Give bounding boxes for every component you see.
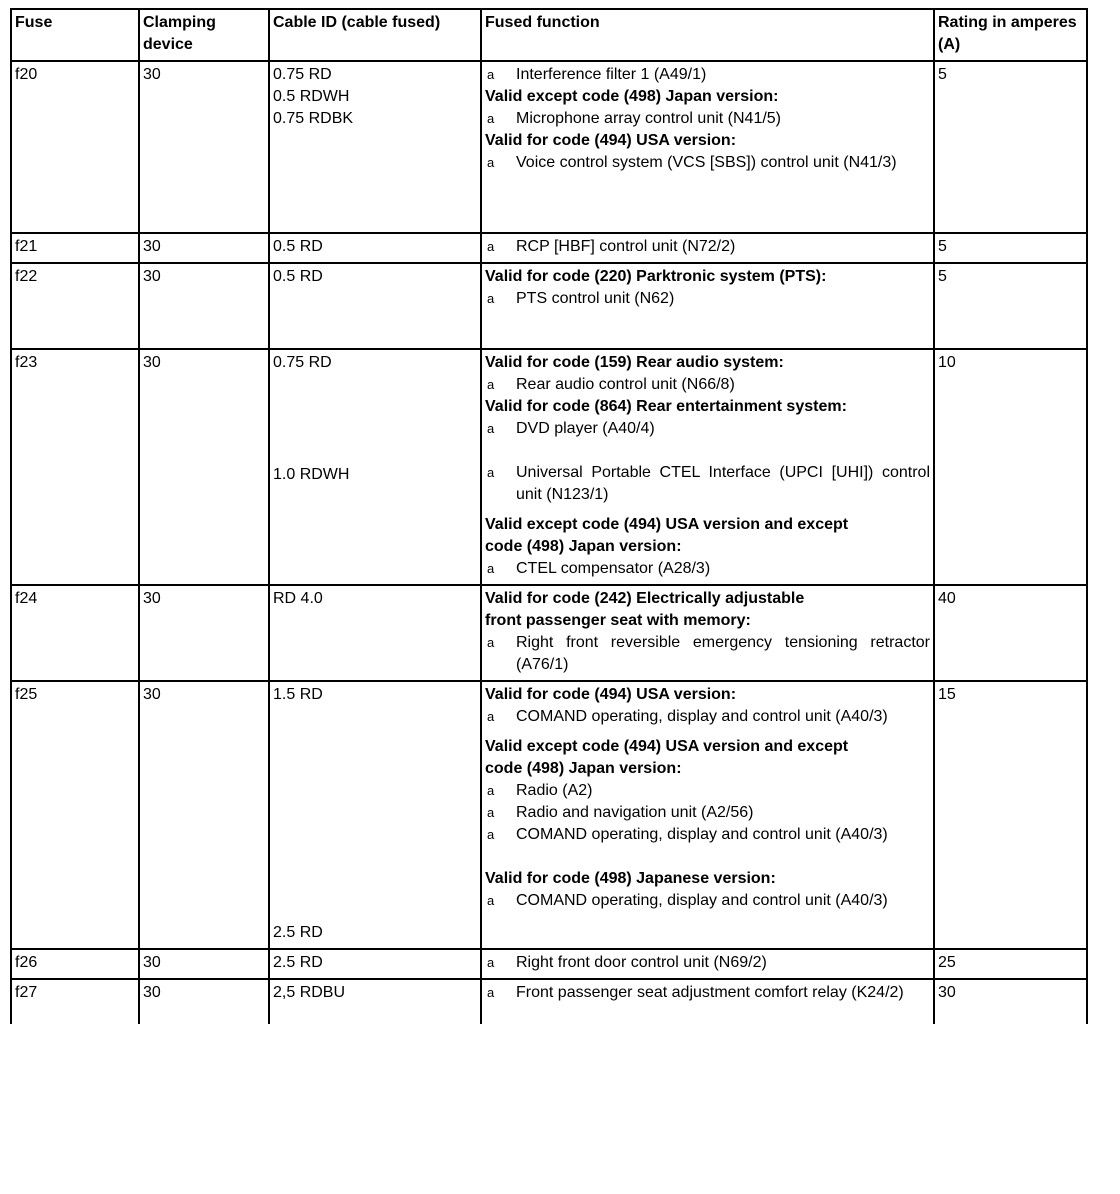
cable-id: 0.75 RDBK: [273, 110, 354, 127]
clamp-cell: 30: [139, 61, 269, 233]
bullet-icon: a: [487, 155, 495, 170]
cable-cell: [269, 681, 481, 949]
bullet-icon: a: [487, 805, 495, 820]
fuse-cell: f26: [11, 949, 139, 979]
function-item: a COMAND operating, display and control unit (A40/3): [485, 706, 930, 728]
cable-id: 2.5 RD: [273, 924, 323, 941]
fuse-cell: f21: [11, 233, 139, 263]
function-cell: [481, 949, 934, 979]
header-fuse: Fuse: [11, 9, 139, 61]
bullet-icon: a: [487, 955, 495, 970]
table-row: [11, 61, 1087, 233]
table-row: [11, 233, 1087, 263]
cable-id: 1.5 RD: [273, 686, 323, 703]
condition-text: Valid except code (494) USA version and except code (498) Japan version:: [485, 516, 849, 555]
fuse-cell: f22: [11, 263, 139, 349]
function-item: a DVD player (A40/4): [485, 418, 930, 440]
rating-cell: 15: [934, 681, 1087, 949]
function-item: a COMAND operating, display and control unit (A40/3): [485, 824, 930, 846]
table-row: [11, 949, 1087, 979]
table-row: [11, 349, 1087, 585]
header-row: [11, 9, 1087, 61]
clamp-cell: 30: [139, 681, 269, 949]
function-cell: [481, 979, 934, 1024]
cable-id: 2,5 RDBU: [273, 984, 346, 1001]
rating-cell: 40: [934, 585, 1087, 681]
clamp-cell: 30: [139, 949, 269, 979]
function-item: a Radio (A2): [485, 780, 930, 802]
function-item: a CTEL compensator (A28/3): [485, 558, 930, 580]
cable-cell: [269, 263, 481, 349]
clamp-cell: 30: [139, 349, 269, 585]
bullet-icon: a: [487, 111, 495, 126]
cable-id: 0.5 RDWH: [273, 88, 350, 105]
function-cell: [481, 681, 934, 949]
function-item: a Universal Portable CTEL Interface (UPCI [UHI]) control unit (N123/1): [485, 462, 930, 506]
condition-text: Valid for code (494) USA version:: [485, 686, 737, 703]
fuse-table: [10, 8, 1088, 1024]
bullet-icon: a: [487, 377, 495, 392]
bullet-icon: a: [487, 893, 495, 908]
function-item: a RCP [HBF] control unit (N72/2): [485, 236, 930, 258]
cable-cell: [269, 233, 481, 263]
function-cell: [481, 233, 934, 263]
cable-cell: [269, 979, 481, 1024]
rating-cell: 5: [934, 61, 1087, 233]
cable-cell: [269, 949, 481, 979]
condition-text: Valid except code (494) USA version and except code (498) Japan version:: [485, 738, 849, 777]
function-item: a Right front reversible emergency tensioning retractor (A76/1): [485, 632, 930, 676]
function-item: a Right front door control unit (N69/2): [485, 952, 930, 974]
table-row: [11, 263, 1087, 349]
header-fused-function: Fused function: [481, 9, 934, 61]
rating-cell: 5: [934, 233, 1087, 263]
cable-id: 2.5 RD: [273, 954, 323, 971]
bullet-icon: a: [487, 291, 495, 306]
header-rating: Rating in amperes (A): [934, 9, 1087, 61]
header-cable-id: Cable ID (cable fused): [269, 9, 481, 61]
fuse-cell: f25: [11, 681, 139, 949]
fuse-cell: f23: [11, 349, 139, 585]
condition-text: Valid for code (220) Parktronic system (PTS):: [485, 268, 827, 285]
cable-id: 0.75 RD: [273, 66, 332, 83]
function-item: a Interference filter 1 (A49/1): [485, 64, 930, 86]
fuse-cell: f20: [11, 61, 139, 233]
fuse-cell: f24: [11, 585, 139, 681]
bullet-icon: a: [487, 561, 495, 576]
bullet-icon: a: [487, 985, 495, 1000]
bullet-icon: a: [487, 635, 495, 650]
function-item: a Microphone array control unit (N41/5): [485, 108, 930, 130]
rating-cell: 30: [934, 979, 1087, 1024]
cable-cell: [269, 61, 481, 233]
condition-text: Valid for code (494) USA version:: [485, 132, 737, 149]
function-cell: [481, 263, 934, 349]
clamp-cell: 30: [139, 585, 269, 681]
table-row: [11, 681, 1087, 949]
bullet-icon: a: [487, 465, 495, 480]
cable-cell: [269, 349, 481, 585]
function-cell: [481, 61, 934, 233]
clamp-cell: 30: [139, 979, 269, 1024]
condition-text: Valid for code (864) Rear entertainment system:: [485, 398, 847, 415]
bullet-icon: a: [487, 67, 495, 82]
rating-cell: 25: [934, 949, 1087, 979]
header-clamping-device: Clamping device: [139, 9, 269, 61]
function-item: a Rear audio control unit (N66/8): [485, 374, 930, 396]
function-item: a Radio and navigation unit (A2/56): [485, 802, 930, 824]
condition-text: Valid for code (242) Electrically adjustable front passenger seat with memory:: [485, 590, 805, 629]
condition-text: Valid for code (159) Rear audio system:: [485, 354, 784, 371]
cable-id: 0.5 RD: [273, 268, 323, 285]
table-row: [11, 979, 1087, 1024]
fuse-cell: f27: [11, 979, 139, 1024]
rating-cell: 10: [934, 349, 1087, 585]
function-item: a PTS control unit (N62): [485, 288, 930, 310]
bullet-icon: a: [487, 709, 495, 724]
function-item: a COMAND operating, display and control unit (A40/3): [485, 890, 930, 912]
cable-id: 0.75 RD: [273, 354, 332, 371]
rating-cell: 5: [934, 263, 1087, 349]
clamp-cell: 30: [139, 233, 269, 263]
cable-id: RD 4.0: [273, 590, 323, 607]
cable-id: 1.0 RDWH: [273, 466, 350, 483]
function-item: a Voice control system (VCS [SBS]) control unit (N41/3): [485, 152, 930, 174]
cable-cell: [269, 585, 481, 681]
bullet-icon: a: [487, 827, 495, 842]
bullet-icon: a: [487, 239, 495, 254]
condition-text: Valid except code (498) Japan version:: [485, 88, 779, 105]
clamp-cell: 30: [139, 263, 269, 349]
table-row: [11, 585, 1087, 681]
bullet-icon: a: [487, 783, 495, 798]
function-cell: [481, 349, 934, 585]
bullet-icon: a: [487, 421, 495, 436]
function-item: a Front passenger seat adjustment comfort relay (K24/2): [485, 982, 930, 1004]
condition-text: Valid for code (498) Japanese version:: [485, 870, 776, 887]
cable-id: 0.5 RD: [273, 238, 323, 255]
function-cell: [481, 585, 934, 681]
